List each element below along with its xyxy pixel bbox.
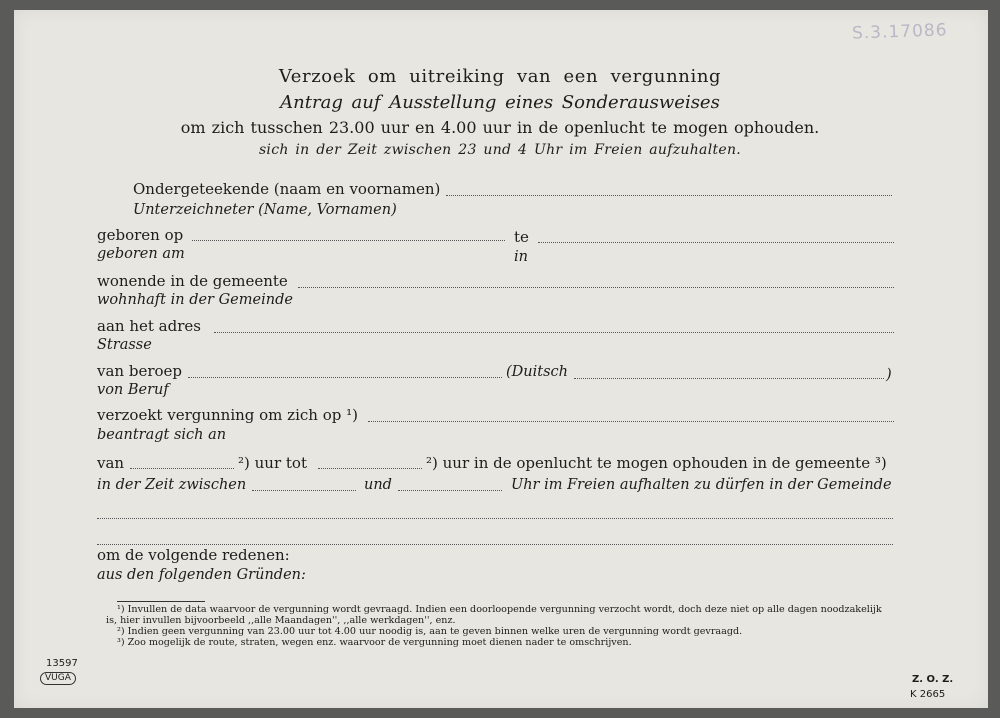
municipality-route-line-2[interactable]: [97, 544, 893, 545]
occupation-german-open: (Duitsch: [506, 364, 568, 380]
hours-to-label: ²) uur tot: [238, 454, 307, 472]
hours-from-label: van: [97, 454, 125, 472]
occupation-label-german: von Beruf: [97, 382, 169, 398]
birthplace-label-dutch: te: [514, 228, 529, 246]
request-label-german: beantragt sich an: [97, 427, 227, 443]
hours-label-german: in der Zeit zwischen: [97, 477, 247, 493]
footnote-3: ³) Zoo mogelijk de route, straten, wegen enz. waarvoor de vergunning moet dienen nader te omschrijven.: [117, 637, 632, 648]
request-label-dutch: verzoekt vergunning om zich op ¹): [97, 406, 358, 424]
title-german: Antrag auf Ausstellung eines Sonderausweises: [280, 92, 720, 113]
municipality-label-dutch: wonende in de gemeente: [97, 272, 288, 290]
name-label-german: Unterzeichneter (Name, Vornamen): [133, 202, 397, 218]
hours-to-field-german[interactable]: [398, 490, 502, 491]
occupation-german-close: ): [886, 367, 892, 383]
birthdate-label-german: geboren am: [97, 246, 185, 262]
footnote-1b: is, hier invullen bijvoorbeeld ,,alle Maandagen'', ,,alle werkdagen'', enz.: [106, 615, 456, 626]
footnote-1a: ¹) Invullen de data waarvoor de vergunning wordt gevraagd. Indien een doorloopende vergunning verzocht wordt, doch deze niet op alle dagen noodzakelijk: [117, 604, 882, 615]
form-code: K 2665: [910, 689, 946, 700]
occupation-german-field[interactable]: [574, 378, 884, 379]
hours-from-field[interactable]: [130, 468, 234, 469]
reasons-label-dutch: om de volgende redenen:: [97, 546, 290, 564]
hours-municipality-label-german: Uhr im Freien aufhalten zu dürfen in der Gemeinde: [511, 477, 892, 493]
title-dutch: Verzoek om uitreiking van een vergunning: [278, 66, 722, 87]
request-dates-field[interactable]: [368, 421, 894, 422]
footnote-divider: [117, 601, 205, 602]
archive-number: S.3.17086: [851, 20, 948, 44]
form-number: 13597: [46, 658, 78, 669]
name-field[interactable]: [446, 195, 892, 196]
printer-mark: VUGA: [40, 672, 76, 685]
municipality-route-line-1[interactable]: [97, 518, 893, 519]
occupation-label-dutch: van beroep: [97, 362, 183, 380]
hours-from-field-german[interactable]: [252, 490, 356, 491]
municipality-label-german: wohnhaft in der Gemeinde: [97, 292, 293, 308]
hours-und-label: und: [364, 477, 392, 493]
hours-municipality-label: ²) uur in de openlucht te mogen ophouden in de gemeente ³): [426, 454, 887, 472]
birthdate-label-dutch: geboren op: [97, 226, 184, 244]
footnote-2: ²) Indien geen vergunning van 23.00 uur tot 4.00 uur noodig is, aan te geven binnen welke uren de vergunning wordt gevraagd.: [117, 626, 743, 637]
reasons-label-german: aus den folgenden Gründen:: [97, 567, 306, 583]
address-label-german: Strasse: [97, 337, 152, 353]
hours-to-field[interactable]: [318, 468, 422, 469]
birthdate-field[interactable]: [192, 240, 505, 241]
birthplace-field[interactable]: [538, 242, 894, 243]
birthplace-label-german: in: [514, 249, 528, 265]
address-field[interactable]: [214, 332, 894, 333]
subtitle-german: sich in der Zeit zwischen 23 und 4 Uhr im Freien aufzuhalten.: [258, 142, 742, 158]
subtitle-dutch: om zich tusschen 23.00 uur en 4.00 uur in de openlucht te mogen ophouden.: [180, 118, 820, 137]
occupation-field[interactable]: [188, 377, 502, 378]
municipality-field[interactable]: [298, 287, 894, 288]
zoz-mark: Z. O. Z.: [912, 674, 954, 685]
name-label-dutch: Ondergeteekende (naam en voornamen): [133, 180, 441, 198]
address-label-dutch: aan het adres: [97, 317, 201, 335]
